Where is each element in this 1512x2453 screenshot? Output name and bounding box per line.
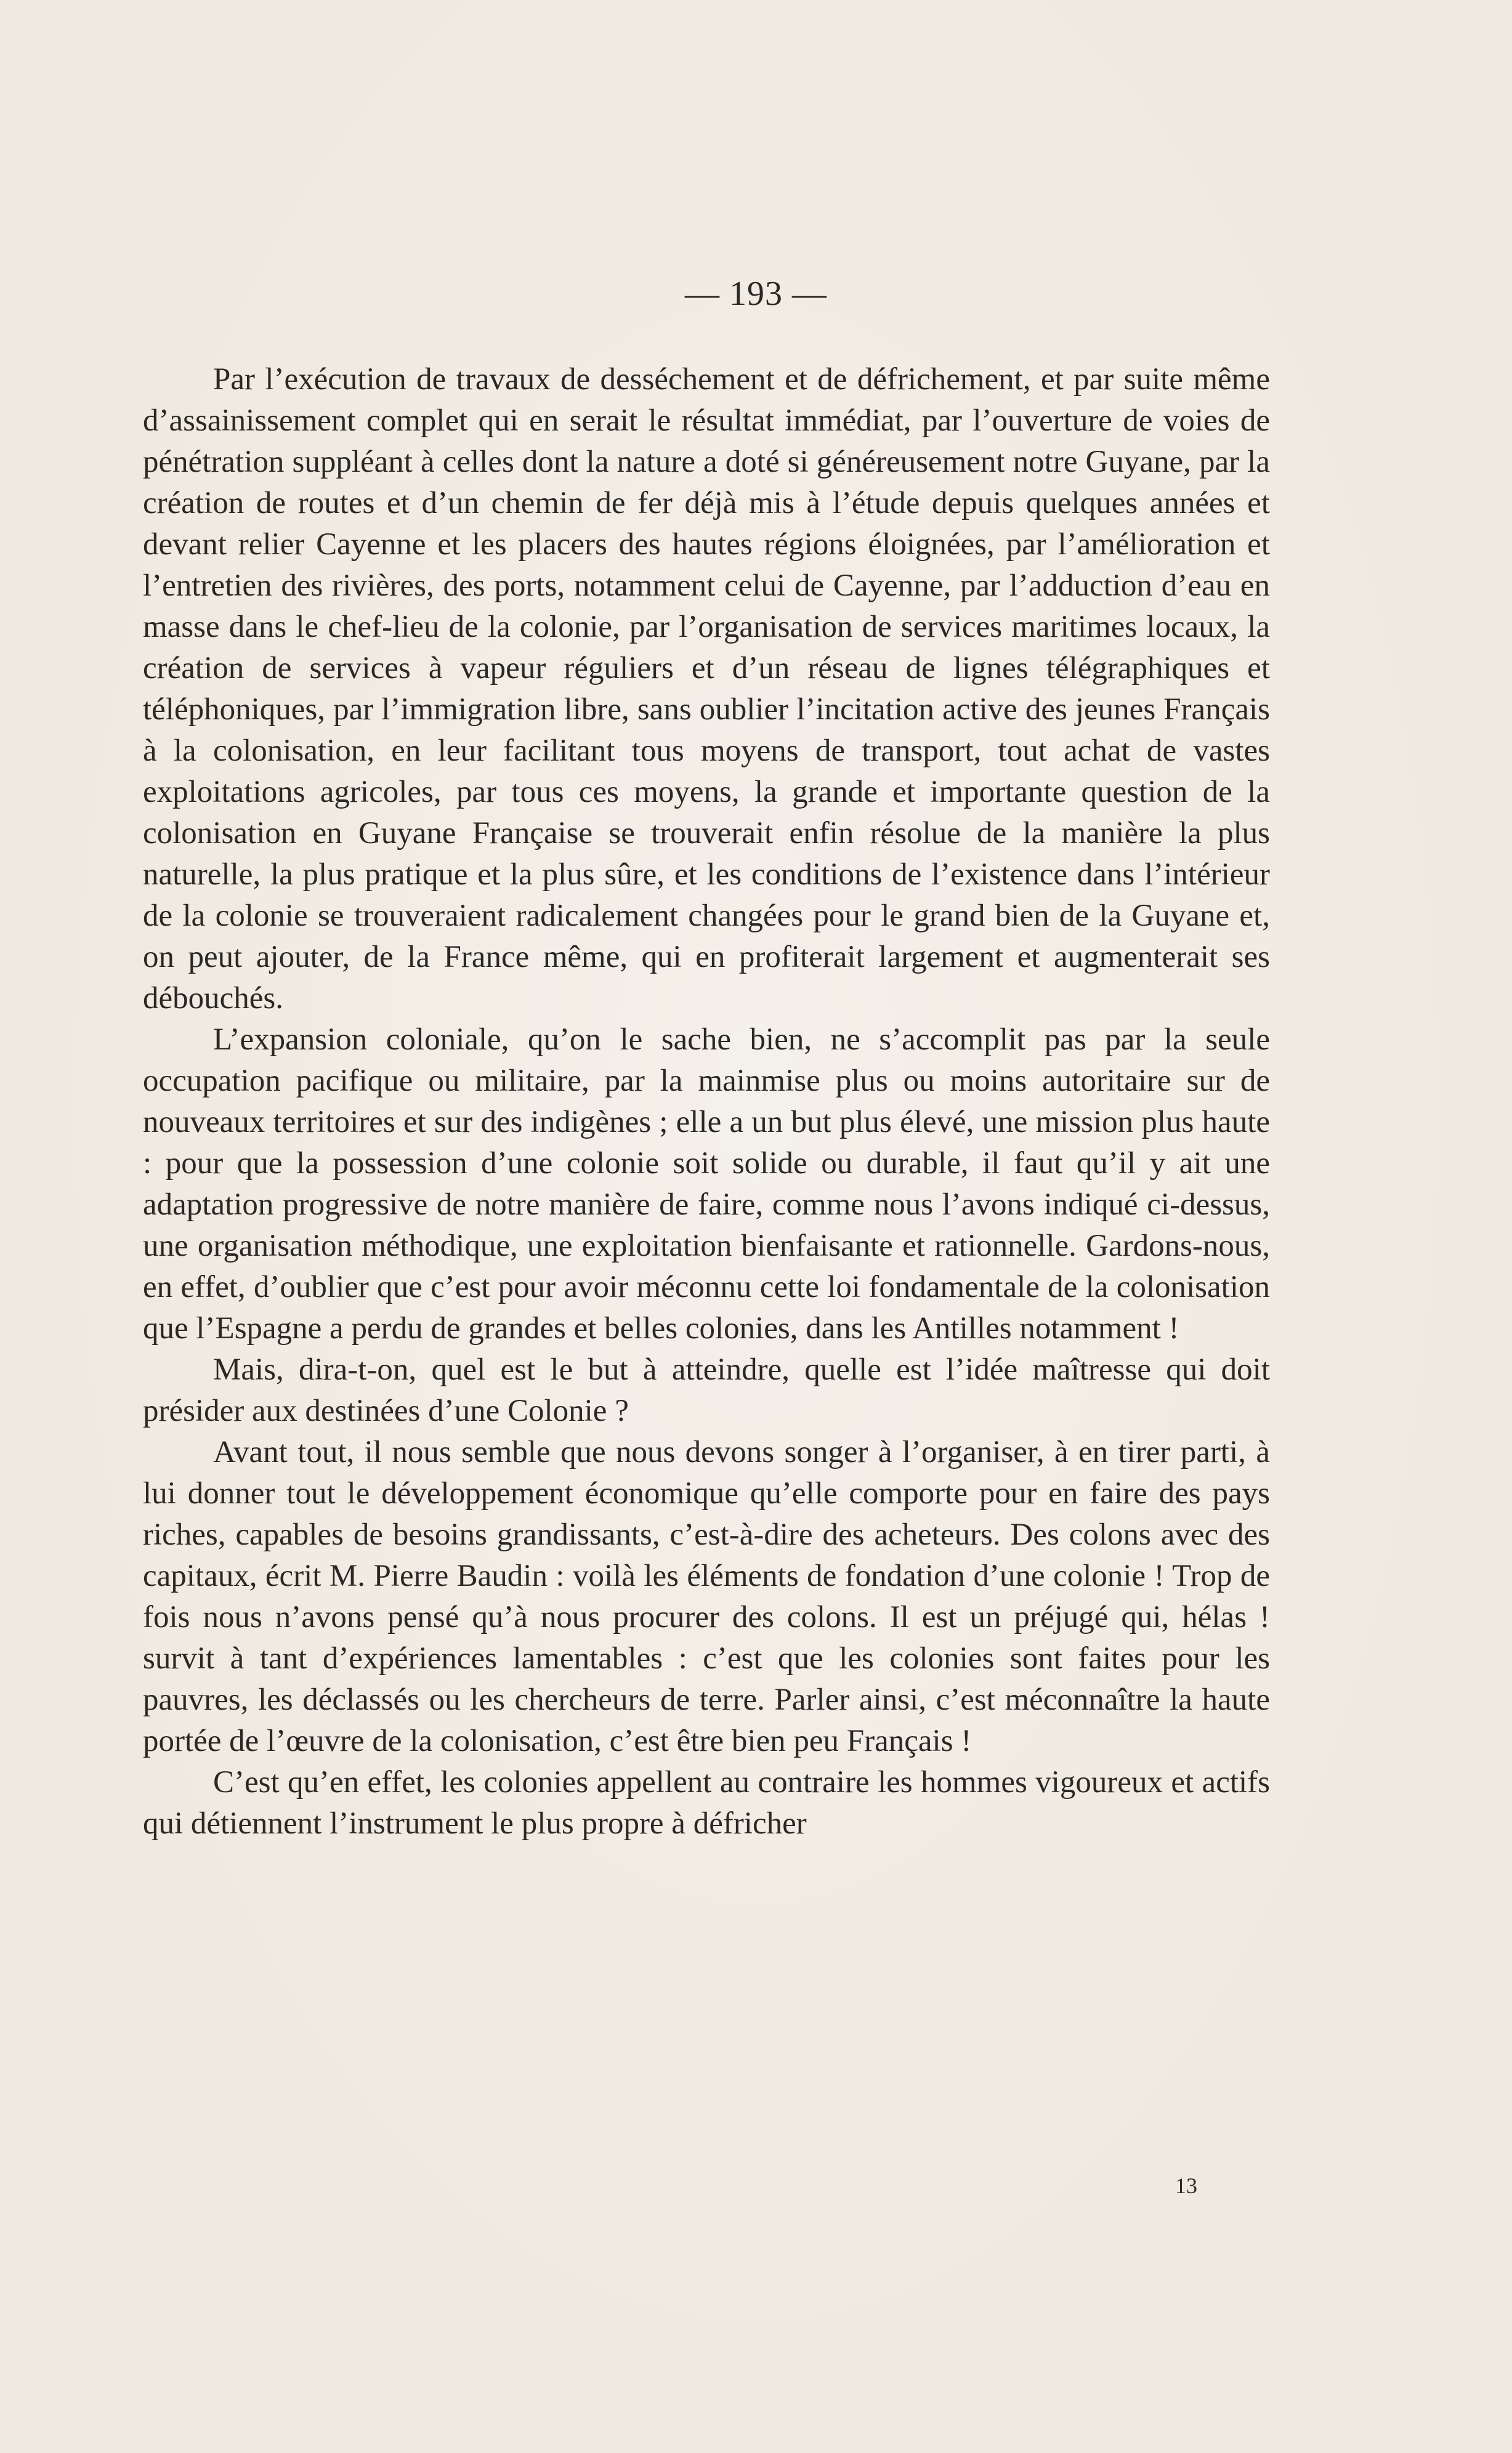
body-text xyxy=(143,359,1270,1845)
paragraph: L’expansion coloniale, qu’on le sache bien, ne s’accomplit pas par la seule occupation pacifique ou militaire, par la mainmise plus ou moins autoritaire sur de nouveaux territoires et sur des indigènes ; elle a un but plus élevé, une mission plus haute : pour que la possession d’une colonie soit solide ou durable, il faut qu’il y ait une adaptation progressive de notre manière de faire, comme nous l’avons indiqué ci-dessus, une organisation méthodique, une exploitation bienfaisante et rationnelle. Gardons-nous, en effet, d’oublier que c’est pour avoir méconnu cette loi fondamentale de la colonisation que l’Espagne a perdu de grandes et belles colonies, dans les Antilles notamment ! xyxy=(143,1022,1270,1346)
paragraph: C’est qu’en effet, les colonies appellent au contraire les hommes vigoureux et actifs qui détiennent l’instrument le plus propre à défricher xyxy=(143,1765,1270,1841)
paragraph: Avant tout, il nous semble que nous devons songer à l’organiser, à en tirer parti, à lui donner tout le développement économique qu’elle comporte pour en faire des pays riches, capables de besoins grandissants, c’est-à-dire des acheteurs. Des colons avec des capitaux, écrit M. Pierre Baudin : voilà les éléments de fondation d’une colonie ! Trop de fois nous n’avons pensé qu’à nous procurer des colons. Il est un préjugé qui, hélas ! survit à tant d’expériences lamentables : c’est que les colonies sont faites pour les pauvres, les déclassés ou les chercheurs de terre. Parler ainsi, c’est méconnaître la haute portée de l’œuvre de la colonisation, c’est être bien peu Français ! xyxy=(143,1435,1270,1758)
paragraph: Par l’exécution de travaux de desséchement et de défrichement, et par suite même d’assainissement complet qui en serait le résultat immédiat, par l’ouverture de voies de pénétration suppléant à celles dont la nature a doté si généreusement notre Guyane, par la création de routes et d’un chemin de fer déjà mis à l’étude depuis quelques années et devant relier Cayenne et les placers des hautes régions éloignées, par l’amélioration et l’entretien des rivières, des ports, notamment celui de Cayenne, par l’adduction d’eau en masse dans le chef-lieu de la colonie, par l’organisation de services maritimes locaux, la création de services à vapeur réguliers et d’un réseau de lignes télégraphiques et téléphoniques, par l’immigration libre, sans oublier l’incitation active des jeunes Français à la colonisation, en leur facilitant tous moyens de transport, tout achat de vastes exploitations agricoles, par tous ces moyens, la grande et importante question de la colonisation en Guyane Française se trouverait enfin résolue de la manière la plus naturelle, la plus pratique et la plus sûre, et les conditions de l’existence dans l’intérieur de la colonie se trouveraient radicalement changées pour le grand bien de la Guyane et, on peut ajouter, de la France même, qui en profiterait largement et augmenterait ses débouchés. xyxy=(143,362,1270,1016)
page-number: — 193 — xyxy=(685,275,827,313)
paragraph: Mais, dira-t-on, quel est le but à atteindre, quelle est l’idée maîtresse qui doit présider aux destinées d’une Colonie ? xyxy=(143,1352,1270,1428)
signature-mark: 13 xyxy=(1175,2173,1197,2198)
